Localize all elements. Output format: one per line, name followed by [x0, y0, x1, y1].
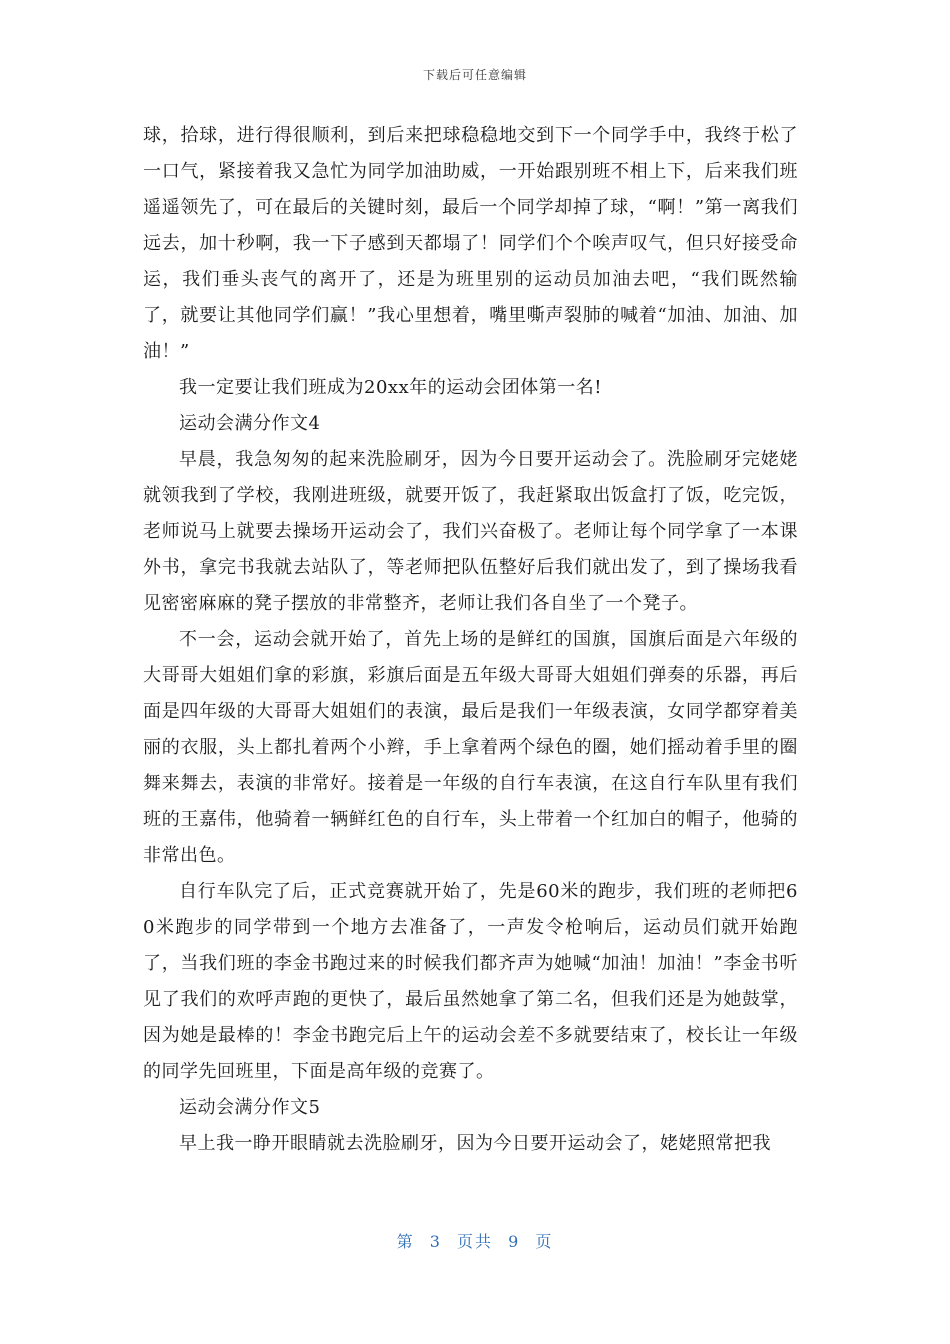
paragraph-goal: 我一定要让我们班成为20xx年的运动会团体第一名! [179, 377, 602, 398]
page-label-suffix: 页 [535, 1232, 554, 1251]
total-pages-number: 9 [508, 1232, 521, 1251]
page-label-prefix: 第 [396, 1232, 415, 1251]
current-page-number: 3 [429, 1232, 442, 1251]
essay-heading-4: 运动会满分作文4 [179, 413, 321, 434]
paragraph-continued: 球，拾球，进行得很顺利，到后来把球稳稳地交到下一个同学手中，我终于松了一口气，紧接着我又急忙为同学加油助威，一开始跟别班不相上下，后来我们班遥遥领先了，可在最后的关键时刻，最后一个同学却掉了球，“啊！”第一离我们远去，加十秒啊，我一下子感到天都塌了！同学们个个唉声叹气，但只好接受命运，我们垂头丧气的离开了，还是为班里别的运动员加油去吧，“我们既然输了，就要让其他同学们赢！”我心里想着，嘴里嘶声裂肺的喊着“加油、加油、加油！” [143, 125, 798, 362]
paragraph-race: 自行车队完了后，正式竞赛就开始了，先是60米的跑步，我们班的老师把60米跑步的同学带到一个地方去准备了，一声发令枪响后，运动员们就开始跑了，当我们班的李金书跑过来的时候我们都齐声为她喊“加油！加油！”李金书听见了我们的欢呼声跑的更快了，最后虽然她拿了第二名，但我们还是为她鼓掌，因为她是最棒的！李金书跑完后上午的运动会差不多就要结束了，校长让一年级的同学先回班里，下面是高年级的竞赛了。 [143, 881, 798, 1082]
paragraph-opening-ceremony: 不一会，运动会就开始了，首先上场的是鲜红的国旗，国旗后面是六年级的大哥哥大姐姐们拿的彩旗，彩旗后面是五年级大哥哥大姐姐们弹奏的乐器，再后面是四年级的大哥哥大姐姐们的表演，最后是我们一年级表演，女同学都穿着美丽的衣服，头上都扎着两个小辫，手上拿着两个绿色的圈，她们摇动着手里的圈舞来舞去，表演的非常好。接着是一年级的自行车表演，在这自行车队里有我们班的王嘉伟，他骑着一辆鲜红色的自行车，头上带着一个红加白的帽子，他骑的非常出色。 [143, 629, 798, 866]
document-body [143, 118, 798, 1162]
page-footer [0, 1229, 950, 1252]
paragraph-morning: 早晨，我急匆匆的起来洗脸刷牙，因为今日要开运动会了。洗脸刷牙完姥姥就领我到了学校，我刚进班级，就要开饭了，我赶紧取出饭盒打了饭，吃完饭，老师说马上就要去操场开运动会了，我们兴奋极了。老师让每个同学拿了一本课外书，拿完书我就去站队了，等老师把队伍整好后我们就出发了，到了操场我看见密密麻麻的凳子摆放的非常整齐，老师让我们各自坐了一个凳子。 [143, 449, 798, 614]
page-header: 下载后可任意编辑 [422, 68, 527, 82]
paragraph-essay5-start: 早上我一睁开眼睛就去洗脸刷牙，因为今日要开运动会了，姥姥照常把我 [179, 1133, 771, 1154]
essay-heading-5: 运动会满分作文5 [179, 1097, 321, 1118]
page-label-middle: 页共 [456, 1232, 493, 1251]
